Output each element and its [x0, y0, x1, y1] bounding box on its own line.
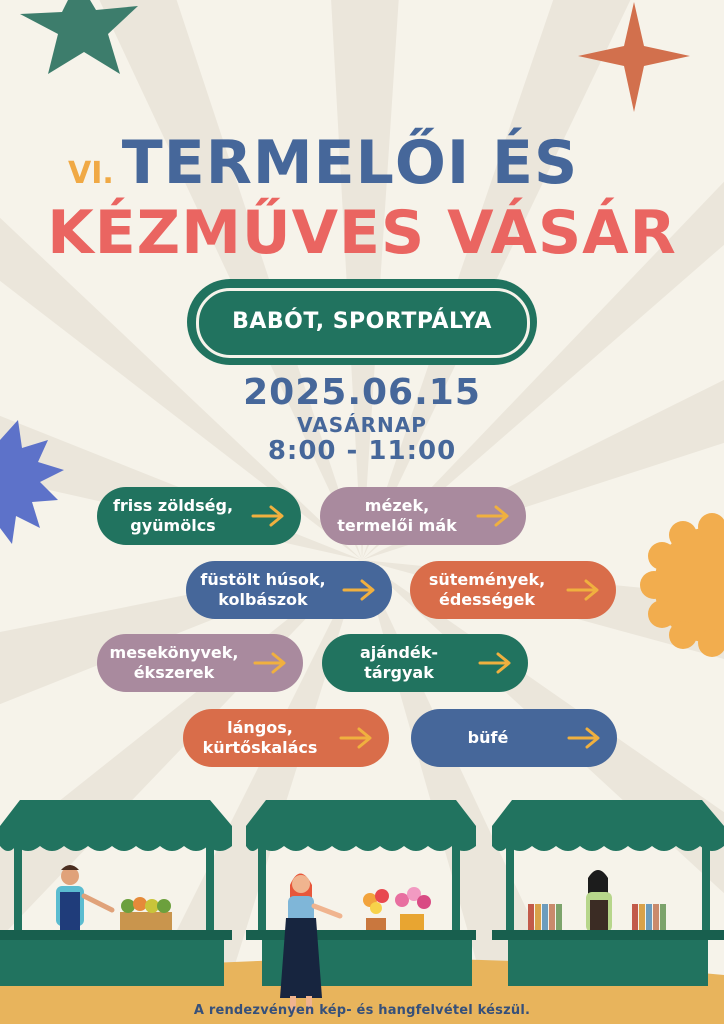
offering-pill-sweets [410, 561, 616, 619]
event-date: 2025.06.15 [243, 372, 481, 413]
market-stall-icon [492, 800, 724, 986]
arrow-right-icon [567, 726, 601, 750]
market-stall-icon [246, 800, 476, 1012]
offering-text: ajándék- [359, 643, 439, 662]
offering-text: kürtőskalács [202, 738, 318, 757]
offering-pill-langos [183, 709, 389, 767]
arrow-right-icon [478, 651, 512, 675]
arrow-right-icon [476, 504, 510, 528]
offering-text: lángos, [227, 718, 293, 737]
arrow-right-icon [339, 726, 373, 750]
arrow-right-icon [342, 578, 376, 602]
title-line-1: TERMELŐI ÉS [121, 128, 579, 198]
offering-text: mézek, [364, 496, 430, 515]
edition-label: VI. [68, 156, 114, 191]
title-line-2: KÉZMŰVES VÁSÁR [47, 198, 677, 268]
offering-pill-gifts [322, 634, 528, 692]
market-stalls-illustration [0, 800, 724, 1024]
offering-pill-buffet [411, 709, 617, 767]
offering-text: füstölt húsok, [200, 570, 326, 589]
green-star-icon [20, 0, 138, 74]
yellow-flower-icon [640, 513, 724, 657]
offering-text: termelői mák [337, 516, 457, 535]
market-stall-icon [0, 800, 232, 986]
footer-note: A rendezvényen kép- és hangfelvétel készül. [193, 1003, 531, 1018]
offering-text: kolbászok [218, 590, 308, 609]
event-day: VASÁRNAP [297, 413, 427, 437]
offering-pill-meats [186, 561, 392, 619]
offering-text: sütemények, [428, 570, 546, 589]
offering-pill-produce [97, 487, 301, 545]
orange-sparkle-icon [578, 2, 690, 112]
offering-text: gyümölcs [130, 516, 216, 535]
offering-pill-honey [320, 487, 526, 545]
offering-text: büfé [467, 728, 509, 747]
offering-text: friss zöldség, [112, 496, 234, 515]
offering-text: édességek [438, 590, 535, 609]
location-badge [187, 279, 537, 365]
offering-pill-books [97, 634, 303, 692]
arrow-right-icon [253, 651, 287, 675]
offering-text: ékszerek [133, 663, 215, 682]
arrow-right-icon [251, 504, 285, 528]
arrow-right-icon [566, 578, 600, 602]
event-time: 8:00 - 11:00 [267, 436, 457, 466]
offering-text: mesekönyvek, [109, 643, 239, 662]
location-text: BABÓT, SPORTPÁLYA [232, 309, 492, 334]
offering-text: tárgyak [364, 663, 434, 682]
title-line-1-row [68, 128, 578, 198]
